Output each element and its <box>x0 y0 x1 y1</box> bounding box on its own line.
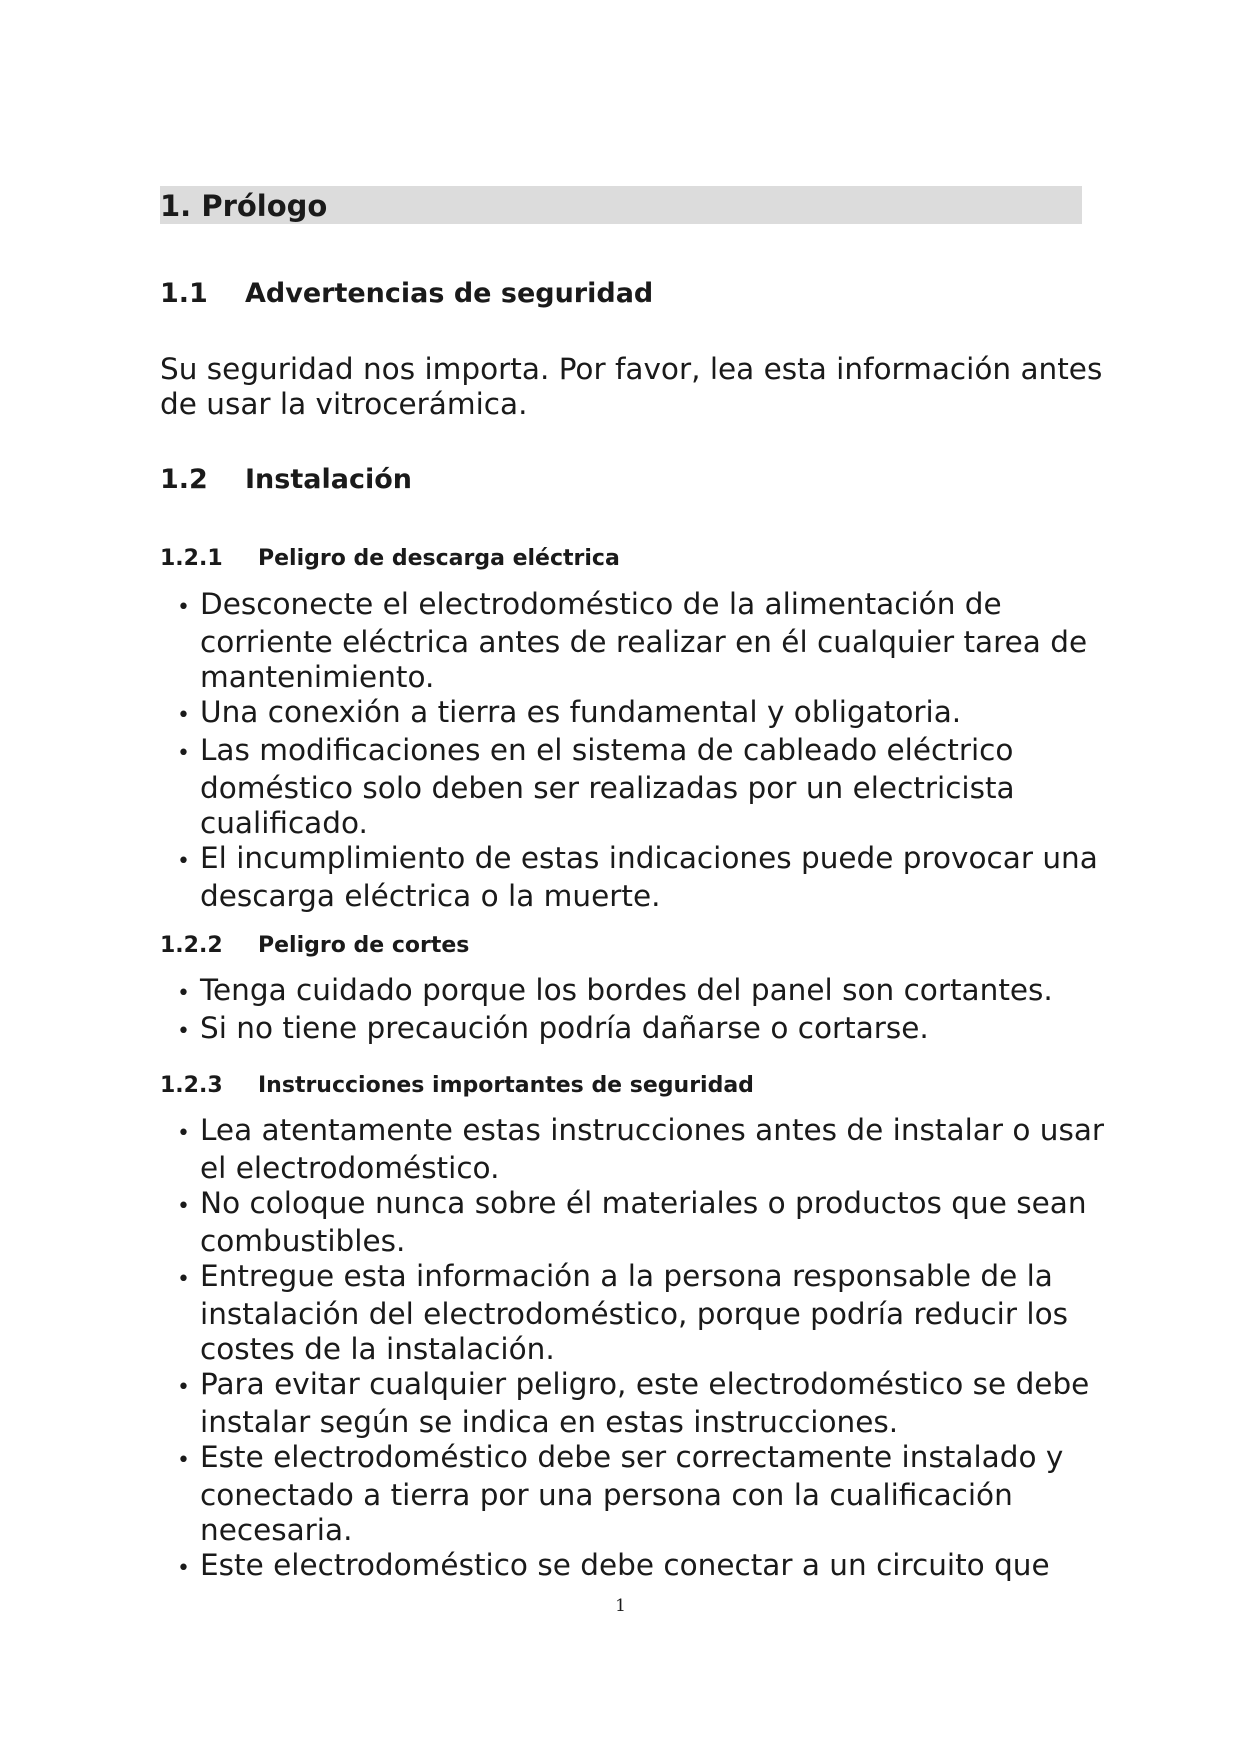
list-item: • El incumplimiento de estas indicaciones puede provocar una descarga eléctrica o la muerte. <box>177 841 1098 913</box>
bullet-icon: • <box>177 703 190 728</box>
subsection-number: 1.2.1 <box>160 546 223 571</box>
cuts-list <box>160 973 1110 1049</box>
page-number: 1 <box>615 1596 626 1616</box>
subsection-title: Peligro de cortes <box>258 933 470 958</box>
bullet-icon: • <box>177 1121 190 1146</box>
section-heading-1-1 <box>160 278 653 309</box>
bullet-icon: • <box>177 849 190 874</box>
bullet-icon: • <box>177 981 190 1006</box>
bullet-icon: • <box>177 1556 190 1581</box>
section-title: Instalación <box>245 464 412 495</box>
list-item: • Tenga cuidado porque los bordes del panel son cortantes. <box>160 973 1110 1011</box>
subsection-heading-1-2-1 <box>160 546 620 571</box>
section-number: 1.1 <box>160 278 208 309</box>
bullet-icon: • <box>177 1019 190 1044</box>
list-item: • Este electrodoméstico debe ser correctamente instalado y conectado a tierra por una persona con la cualificación necesaria. <box>177 1440 1064 1547</box>
subsection-title: Instrucciones importantes de seguridad <box>258 1073 754 1098</box>
list-item: • Una conexión a tierra es fundamental y obligatoria. <box>160 695 1110 733</box>
bullet-icon: • <box>177 1375 190 1400</box>
list-item: • Este electrodoméstico se debe conectar a un circuito que <box>160 1548 1110 1586</box>
bullet-icon: • <box>177 1448 190 1473</box>
section-heading-1-2 <box>160 464 412 495</box>
bullet-icon: • <box>177 595 190 620</box>
list-item: • Entregue esta información a la persona responsable de la instalación del electrodoméstico, porque podría reducir los costes de la instalación. <box>177 1259 1068 1366</box>
section-number: 1.2 <box>160 464 208 495</box>
list-item: • Las modificaciones en el sistema de cableado eléctrico doméstico solo deben ser realizadas por un electricista cualificado. <box>177 733 1015 840</box>
list-item: • Si no tiene precaución podría dañarse o cortarse. <box>160 1011 1110 1049</box>
safety-instructions-list <box>160 1113 1110 1586</box>
chapter-title: Prólogo <box>201 189 328 223</box>
bullet-icon: • <box>177 741 190 766</box>
bullet-icon: • <box>177 1267 190 1292</box>
electric-shock-list <box>160 587 1110 914</box>
section-title: Advertencias de seguridad <box>245 278 654 309</box>
list-item: • Desconecte el electrodoméstico de la alimentación de corriente eléctrica antes de realizar en él cualquier tarea de mantenimiento. <box>177 587 1088 694</box>
bullet-icon: • <box>177 1194 190 1219</box>
list-item: • Para evitar cualquier peligro, este electrodoméstico se debe instalar según se indica en estas instrucciones. <box>177 1367 1090 1439</box>
subsection-heading-1-2-2 <box>160 933 469 958</box>
chapter-number: 1. <box>160 189 192 223</box>
chapter-heading <box>160 186 327 224</box>
intro-paragraph: Su seguridad nos importa. Por favor, lea esta información antes de usar la vitrocerámica. <box>160 352 1103 421</box>
subsection-title: Peligro de descarga eléctrica <box>258 546 620 571</box>
list-item: • No coloque nunca sobre él materiales o productos que sean combustibles. <box>177 1186 1087 1258</box>
list-item: • Lea atentamente estas instrucciones antes de instalar o usar el electrodoméstico. <box>177 1113 1105 1185</box>
subsection-heading-1-2-3 <box>160 1073 754 1098</box>
subsection-number: 1.2.3 <box>160 1073 223 1098</box>
subsection-number: 1.2.2 <box>160 933 223 958</box>
